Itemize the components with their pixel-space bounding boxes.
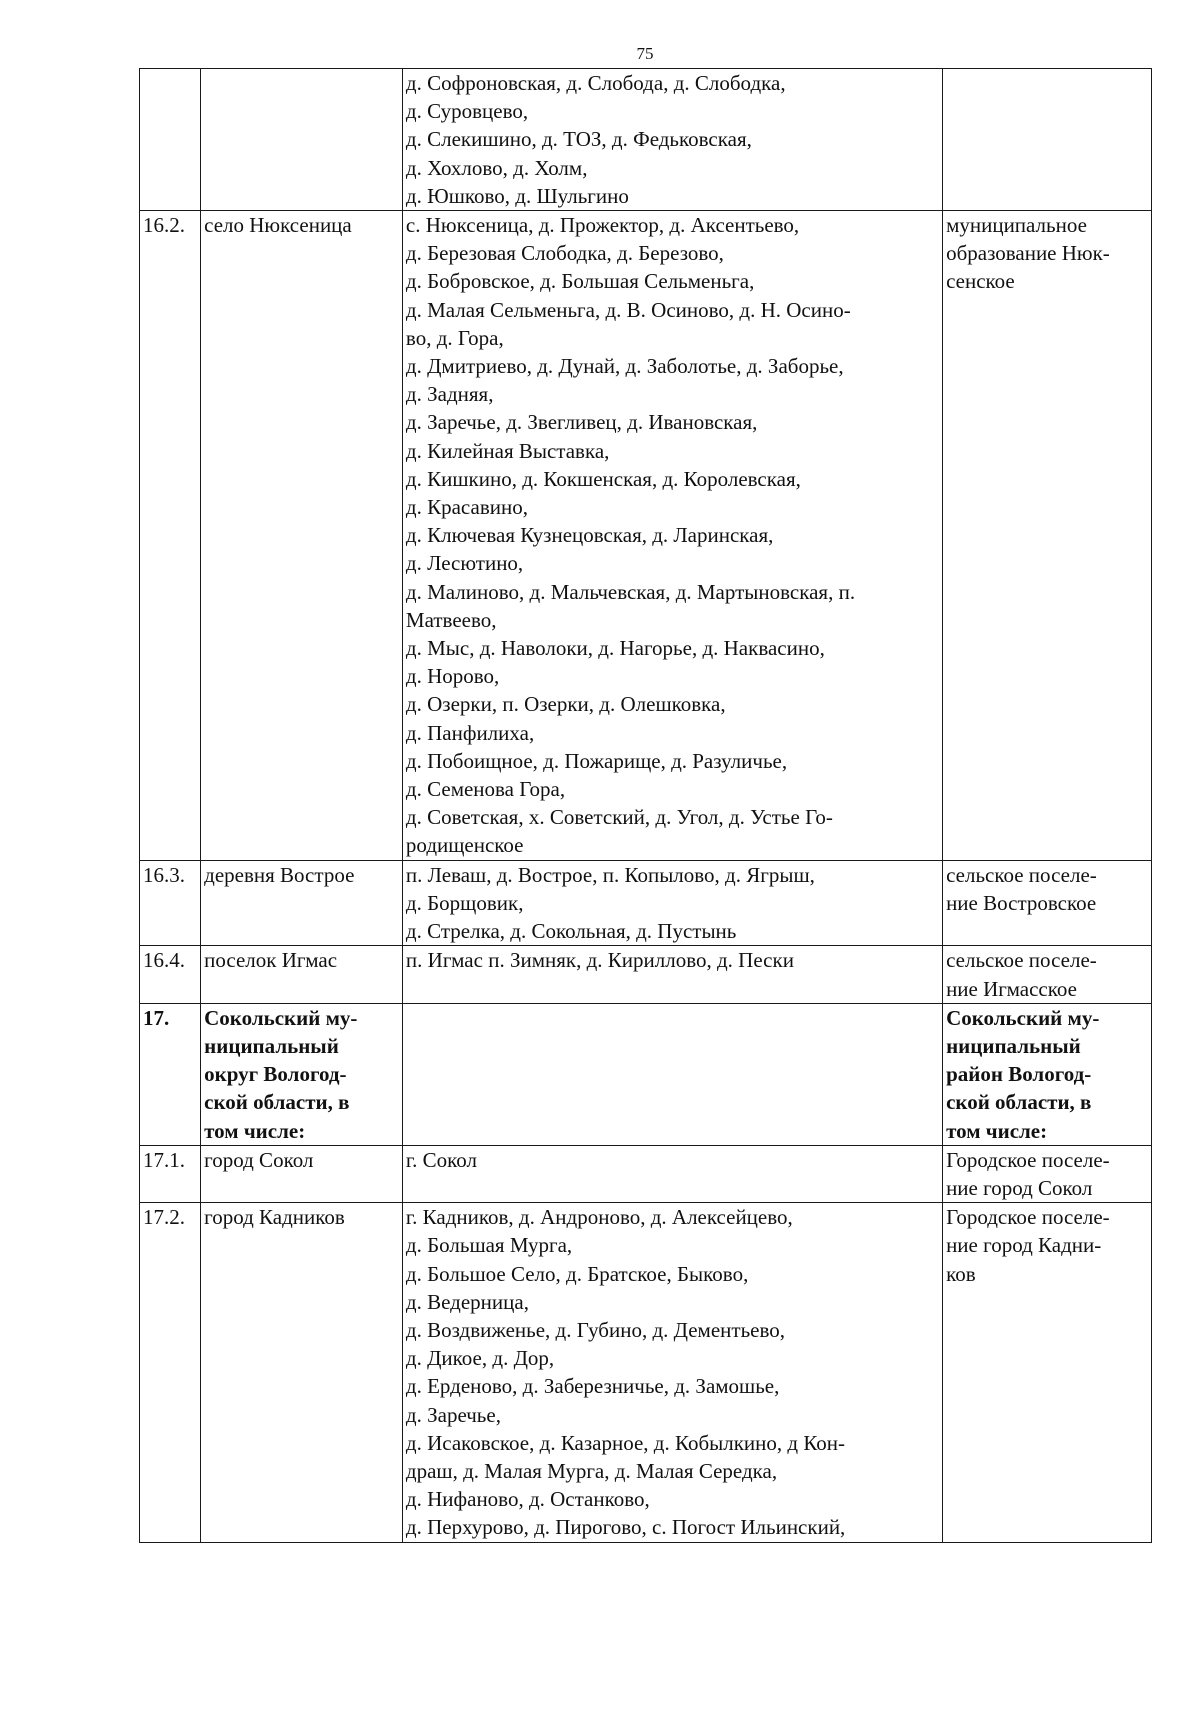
settlement-line: д. Перхурово, д. Пирогово, с. Погост Ильинский, xyxy=(405,1515,846,1540)
settlement-line: д. Килейная Выставка, xyxy=(405,438,610,463)
settlement-line: д. Бобровское, д. Большая Сельменьга, xyxy=(405,269,755,294)
municipality-cell xyxy=(943,211,1152,861)
settlement-line: д. Нифаново, д. Останково, xyxy=(405,1487,650,1512)
table-row xyxy=(140,946,1152,1003)
settlement-line: д. Стрелка, д. Сокольная, д. Пустынь xyxy=(405,919,737,944)
admin-center-cell xyxy=(201,946,403,1003)
settlement-line: с. Нюксеница, д. Прожектор, д. Аксентьево, xyxy=(405,213,800,238)
admin-center-line: ской области, в xyxy=(204,1090,350,1115)
municipality-line: образование Нюк- xyxy=(946,241,1110,266)
settlement-line: д. Исаковское, д. Казарное, д. Кобылкино, д Кон- xyxy=(405,1430,846,1455)
settlement-line: д. Побоищное, д. Пожарище, д. Разуличье, xyxy=(405,748,788,773)
settlement-line: д. Семенова Гора, xyxy=(405,777,566,802)
settlement-line: г. Кадников, д. Андроново, д. Алексейцево, xyxy=(405,1205,793,1230)
table-row xyxy=(140,211,1152,861)
settlement-line: драш, д. Малая Мурга, д. Малая Середка, xyxy=(405,1458,778,1483)
municipality-line: ние Востровское xyxy=(946,890,1097,915)
admin-center-line: том числе: xyxy=(204,1118,306,1143)
settlement-line: д. Дикое, д. Дор, xyxy=(405,1346,555,1371)
admin-center-line: поселок Игмас xyxy=(204,948,338,973)
table-row xyxy=(140,69,1152,211)
municipality-cell xyxy=(943,1145,1152,1202)
settlements-cell xyxy=(402,946,942,1003)
settlement-line: д. Заречье, д. Звегливец, д. Ивановская, xyxy=(405,410,758,435)
admin-center-line: Сокольский му- xyxy=(204,1005,358,1030)
municipality-cell xyxy=(943,860,1152,946)
settlement-line: д. Советская, х. Советский, д. Угол, д. Устье Го- xyxy=(405,805,833,830)
row-number: 16.3. xyxy=(143,862,185,887)
page-number: 75 xyxy=(636,44,654,63)
settlement-line: д. Дмитриево, д. Дунай, д. Заболотье, д. Заборье, xyxy=(405,354,844,379)
settlements-cell xyxy=(402,211,942,861)
municipality-line: ние город Кадни- xyxy=(946,1233,1102,1258)
settlement-line: д. Большая Мурга, xyxy=(405,1233,573,1258)
admin-center-cell xyxy=(201,69,403,211)
settlements-table xyxy=(139,68,1152,1543)
municipality-line: Сокольский му- xyxy=(946,1005,1100,1030)
settlement-line: д. Озерки, п. Озерки, д. Олешковка, xyxy=(405,692,726,717)
settlement-line: д. Юшково, д. Шульгино xyxy=(405,183,629,208)
settlement-line: д. Суровцево, xyxy=(405,99,529,124)
settlement-line: д. Ерденово, д. Заберезничье, д. Замошье, xyxy=(405,1374,780,1399)
settlements-cell xyxy=(402,1145,942,1202)
municipality-line: муниципальное xyxy=(946,213,1087,238)
table-row xyxy=(140,1003,1152,1145)
settlement-line: д. Софроновская, д. Слобода, д. Слободка, xyxy=(405,71,786,95)
settlement-line: д. Малая Сельменьга, д. В. Осиново, д. Н. Осино- xyxy=(405,297,851,322)
admin-center-cell xyxy=(201,1203,403,1542)
settlement-line: г. Сокол xyxy=(405,1147,478,1172)
municipality-line: сельское поселе- xyxy=(946,862,1097,887)
settlement-line: д. Березовая Слободка, д. Березово, xyxy=(405,241,724,266)
municipality-cell xyxy=(943,1203,1152,1542)
settlements-cell xyxy=(402,1203,942,1542)
row-number-cell xyxy=(140,1145,201,1202)
row-number-cell xyxy=(140,860,201,946)
settlements-cell xyxy=(402,69,942,211)
row-number: 17.1. xyxy=(143,1147,185,1172)
settlement-line: д. Хохлово, д. Холм, xyxy=(405,155,588,180)
settlement-line: д. Слекишино, д. ТОЗ, д. Федьковская, xyxy=(405,127,752,152)
row-number: 17. xyxy=(143,1005,170,1030)
settlements-cell xyxy=(402,1003,942,1145)
settlement-line: д. Панфилиха, xyxy=(405,720,535,745)
admin-center-line: деревня Вострое xyxy=(204,862,355,887)
row-number: 17.2. xyxy=(143,1205,185,1230)
municipality-cell xyxy=(943,946,1152,1003)
admin-center-line: город Кадников xyxy=(204,1205,345,1230)
settlement-line: д. Мыс, д. Наволоки, д. Нагорье, д. Наквасино, xyxy=(405,636,825,661)
admin-center-line: село Нюксеница xyxy=(204,213,352,238)
settlement-line: во, д. Гора, xyxy=(405,325,504,350)
settlement-line: д. Задняя, xyxy=(405,382,494,407)
settlement-line: д. Лесютино, xyxy=(405,551,524,576)
table-body xyxy=(140,69,1152,1543)
admin-center-cell xyxy=(201,1145,403,1202)
municipality-line: ниципальный xyxy=(946,1033,1081,1058)
settlement-line: Матвеево, xyxy=(405,607,497,632)
municipality-cell xyxy=(943,1003,1152,1145)
municipality-line: сельское поселе- xyxy=(946,948,1097,973)
admin-center-cell xyxy=(201,1003,403,1145)
municipality-line: ние город Сокол xyxy=(946,1175,1093,1200)
municipality-line: Городское поселе- xyxy=(946,1147,1110,1172)
municipality-line: ков xyxy=(946,1261,976,1286)
settlement-line: д. Красавино, xyxy=(405,495,528,520)
municipality-line: ской области, в xyxy=(946,1090,1092,1115)
admin-center-cell xyxy=(201,860,403,946)
settlement-line: д. Ключевая Кузнецовская, д. Ларинская, xyxy=(405,523,774,548)
row-number-cell xyxy=(140,1203,201,1542)
municipality-line: том числе: xyxy=(946,1118,1048,1143)
admin-center-line: округ Вологод- xyxy=(204,1062,347,1087)
row-number-cell xyxy=(140,946,201,1003)
settlement-line: д. Норово, xyxy=(405,664,500,689)
municipality-line: ние Игмасское xyxy=(946,976,1077,1001)
table-row xyxy=(140,1145,1152,1202)
row-number-cell xyxy=(140,69,201,211)
municipality-line: район Вологод- xyxy=(946,1062,1092,1087)
settlement-line: д. Воздвиженье, д. Губино, д. Дементьево, xyxy=(405,1317,785,1342)
settlement-line: д. Заречье, xyxy=(405,1402,501,1427)
settlement-line: п. Леваш, д. Вострое, п. Копылово, д. Ягрыш, xyxy=(405,862,815,887)
row-number: 16.4. xyxy=(143,948,185,973)
settlements-cell xyxy=(402,860,942,946)
admin-center-cell xyxy=(201,211,403,861)
row-number-cell xyxy=(140,1003,201,1145)
admin-center-line: ниципальный xyxy=(204,1033,339,1058)
row-number: 16.2. xyxy=(143,213,185,238)
municipality-line: сенское xyxy=(946,269,1015,294)
settlement-line: родищенское xyxy=(405,833,524,858)
municipality-cell xyxy=(943,69,1152,211)
table-row xyxy=(140,1203,1152,1542)
admin-center-line: город Сокол xyxy=(204,1147,314,1172)
settlement-line: д. Малиново, д. Мальчевская, д. Мартыновская, п. xyxy=(405,579,856,604)
settlement-line: д. Большое Село, д. Братское, Быково, xyxy=(405,1261,749,1286)
table-row xyxy=(140,860,1152,946)
municipality-line: Городское поселе- xyxy=(946,1205,1110,1230)
settlement-line: п. Игмас п. Зимняк, д. Кириллово, д. Пески xyxy=(405,948,794,973)
settlement-line: д. Кишкино, д. Кокшенская, д. Королевская, xyxy=(405,466,801,491)
row-number-cell xyxy=(140,211,201,861)
settlement-line: д. Ведерница, xyxy=(405,1289,529,1314)
settlement-line: д. Борщовик, xyxy=(405,890,524,915)
